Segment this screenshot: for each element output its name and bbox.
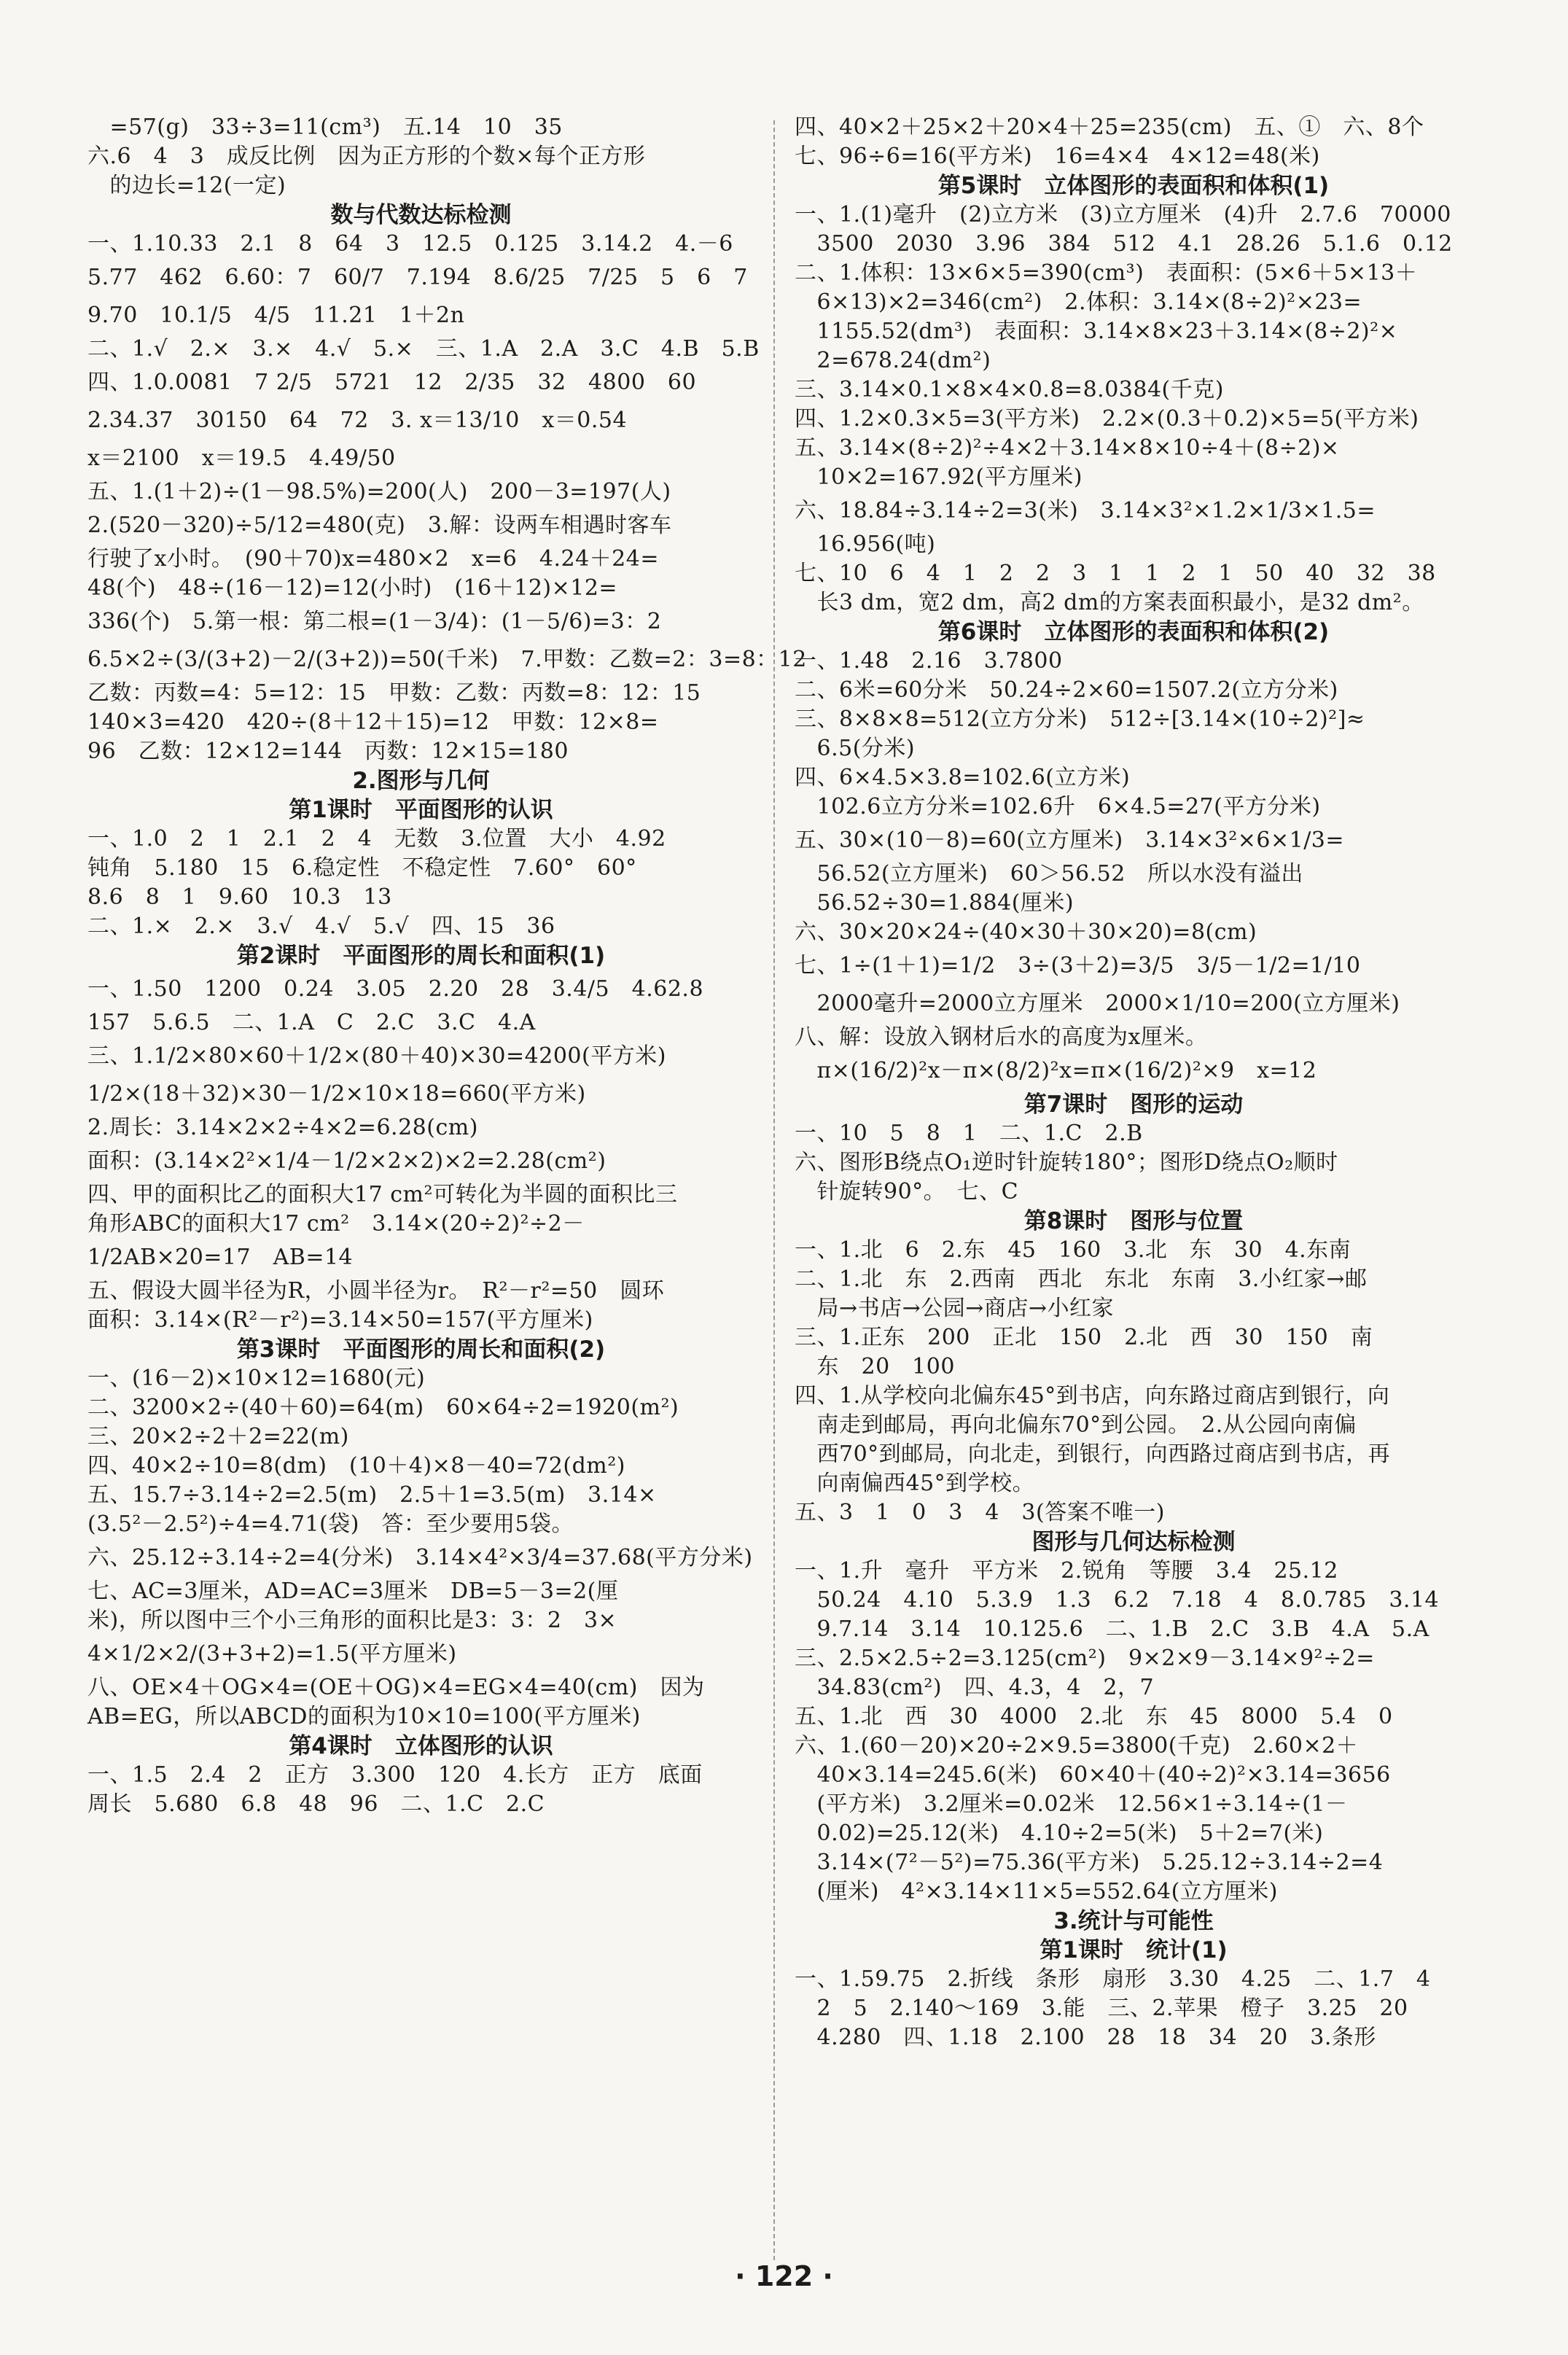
answer-line: 针旋转90°。 七、C <box>795 1179 1019 1204</box>
right-column <box>795 113 1473 2052</box>
answer-line: π×(16/2)²x－π×(8/2)²x=π×(16/2)²×9 x=12 <box>795 1058 1317 1083</box>
answer-line: 一、10 5 8 1 二、1.C 2.B <box>795 1121 1143 1146</box>
answer-line: 2=678.24(dm²) <box>795 348 991 373</box>
section-heading: 第7课时 图形的运动 <box>1023 1091 1244 1118</box>
answer-line: 三、1.1/2×80×60＋1/2×(80＋40)×30=4200(平方米) <box>87 1043 666 1069</box>
answer-line: 48(个) 48÷(16－12)=12(小时) (16＋12)×12= <box>87 575 618 601</box>
answer-line: 二、1.√ 2.× 3.× 4.√ 5.× 三、1.A 2.A 3.C 4.B 5.B <box>87 336 760 362</box>
answer-line: 一、1.59.75 2.折线 条形 扇形 3.30 4.25 二、1.7 4 <box>795 1966 1431 1992</box>
column-divider <box>773 120 775 2260</box>
answer-line: 16.956(吨) <box>795 532 936 557</box>
answer-line: 2.周长：3.14×2×2÷4×2=6.28(cm) <box>87 1115 478 1140</box>
answer-line: 140×3=420 420÷(8＋12＋15)=12 甲数：12×8= <box>87 709 659 735</box>
answer-line: 1155.52(dm³) 表面积：3.14×8×23＋3.14×(8÷2)²× <box>795 319 1398 344</box>
answer-line: 七、96÷6=16(平方米) 16=4×4 4×12=48(米) <box>795 144 1320 169</box>
answer-line: 336(个) 5.第一根：第二根=(1－3/4)：(1－5/6)=3：2 <box>87 609 662 634</box>
answer-line: 3500 2030 3.96 384 512 4.1 28.26 5.1.6 0.12 <box>795 231 1453 257</box>
answer-line: 五、3 1 0 3 4 3(答案不唯一) <box>795 1500 1165 1525</box>
answer-line: 一、1.北 6 2.东 45 160 3.北 东 30 4.东南 <box>795 1237 1351 1263</box>
answer-line: (厘米) 4²×3.14×11×5=552.64(立方厘米) <box>795 1879 1279 1904</box>
section-heading: 3.统计与可能性 <box>1053 1908 1214 1934</box>
answer-line: 三、3.14×0.1×8×4×0.8=8.0384(千克) <box>795 377 1224 402</box>
answer-line: 五、3.14×(8÷2)²÷4×2＋3.14×8×10÷4＋(8÷2)× <box>795 435 1340 461</box>
answer-line: 9.7.14 3.14 10.125.6 二、1.B 2.C 3.B 4.A 5.A <box>795 1616 1429 1642</box>
answer-line: AB=EG，所以ABCD的面积为10×10=100(平方厘米) <box>87 1704 641 1729</box>
answer-line: 西70°到邮局，向北走，到银行，向西路过商店到书店，再 <box>795 1441 1391 1467</box>
section-heading: 图形与几何达标检测 <box>1031 1529 1236 1555</box>
answer-line: 一、1.5 2.4 2 正方 3.300 120 4.长方 正方 底面 <box>87 1762 703 1788</box>
answer-line: 二、6米=60分米 50.24÷2×60=1507.2(立方分米) <box>795 677 1338 703</box>
answer-line: 二、3200×2÷(40＋60)=64(m) 60×64÷2=1920(m²) <box>87 1395 679 1420</box>
answer-line: 4×1/2×2/(3+3+2)=1.5(平方厘米) <box>87 1641 457 1667</box>
answer-line: 一、(16－2)×10×12=1680(元) <box>87 1366 426 1391</box>
answer-line: 4.280 四、1.18 2.100 28 18 34 20 3.条形 <box>795 2025 1376 2050</box>
answer-line: 二、1.北 东 2.西南 西北 东北 东南 3.小红家→邮 <box>795 1266 1368 1292</box>
answer-line: 3.14×(7²－5²)=75.36(平方米) 5.25.12÷3.14÷2=4 <box>795 1850 1384 1875</box>
section-heading: 第6课时 立体图形的表面积和体积(2) <box>937 619 1330 645</box>
section-heading: 数与代数达标检测 <box>330 202 512 228</box>
answer-line: 6×13)×2=346(cm²) 2.体积：3.14×(8÷2)²×23= <box>795 289 1362 315</box>
answer-line: 10×2=167.92(平方厘米) <box>795 464 1083 490</box>
answer-line: (3.5²－2.5²)÷4=4.71(袋) 答：至少要用5袋。 <box>87 1511 574 1537</box>
answer-line: 东 20 100 <box>795 1354 955 1379</box>
answer-line: 的边长=12(一定) <box>87 173 286 198</box>
answer-line: 2.(520－320)÷5/12=480(克) 3.解：设两车相遇时客车 <box>87 513 672 538</box>
section-heading: 第4课时 立体图形的认识 <box>289 1733 553 1759</box>
answer-line: 56.52(立方厘米) 60＞56.52 所以水没有溢出 <box>795 861 1303 887</box>
answer-line: 一、1.10.33 2.1 8 64 3 12.5 0.125 3.14.2 4.－6 <box>87 231 733 257</box>
answer-line: 行驶了x小时。 (90＋70)x=480×2 x=6 4.24＋24= <box>87 546 659 572</box>
answer-line: 一、1.0 2 1 2.1 2 4 无数 3.位置 大小 4.92 <box>87 826 666 852</box>
answer-line: 六、1.(60－20)×20÷2×9.5=3800(千克) 2.60×2＋ <box>795 1733 1359 1759</box>
answer-line: (平方米) 3.2厘米=0.02米 12.56×1÷3.14÷(1－ <box>795 1791 1348 1817</box>
section-heading: 第2课时 平面图形的周长和面积(1) <box>236 943 606 969</box>
answer-line: 五、假设大圆半径为R，小圆半径为r。 R²－r²=50 圆环 <box>87 1278 665 1304</box>
answer-line: 157 5.6.5 二、1.A C 2.C 3.C 4.A <box>87 1010 536 1035</box>
section-heading: 第5课时 立体图形的表面积和体积(1) <box>937 173 1330 199</box>
answer-line: 局→书店→公园→商店→小红家 <box>795 1296 1115 1321</box>
answer-line: 八、解：设放入钢材后水的高度为x厘米。 <box>795 1024 1208 1050</box>
answer-line: 40×3.14=245.6(米) 60×40＋(40÷2)²×3.14=3656 <box>795 1762 1391 1788</box>
left-column <box>87 113 807 1819</box>
answer-line: 96 乙数：12×12=144 丙数：12×15=180 <box>87 739 569 764</box>
answer-line: 二、1.体积：13×6×5=390(cm³) 表面积：(5×6＋5×13＋ <box>795 260 1418 286</box>
answer-line: 8.6 8 1 9.60 10.3 13 <box>87 884 392 910</box>
answer-line: 一、1.50 1200 0.24 3.05 2.20 28 3.4/5 4.62.8 <box>87 976 704 1002</box>
answer-line: x＝2100 x＝19.5 4.49/50 <box>87 445 396 471</box>
answer-line: 6.5×2÷(3/(3+2)－2/(3+2))=50(千米) 7.甲数：乙数=2：3=8：12 <box>87 647 807 672</box>
answer-line: 56.52÷30=1.884(厘米) <box>795 890 1074 916</box>
answer-line: 一、1.升 毫升 平方米 2.锐角 等腰 3.4 25.12 <box>795 1558 1338 1584</box>
answer-line: 一、1.(1)毫升 (2)立方米 (3)立方厘米 (4)升 2.7.6 70000 <box>795 202 1451 227</box>
answer-line: 米)，所以图中三个小三角形的面积比是3：3：2 3× <box>87 1608 617 1633</box>
answer-line: 1/2AB×20=17 AB=14 <box>87 1245 354 1270</box>
answer-line: 四、1.2×0.3×5=3(平方米) 2.2×(0.3＋0.2)×5=5(平方米) <box>795 406 1419 432</box>
answer-line: 五、15.7÷3.14÷2=2.5(m) 2.5＋1=3.5(m) 3.14× <box>87 1482 657 1508</box>
answer-line: 八、OE×4＋OG×4=(OE＋OG)×4=EG×4=40(cm) 因为 <box>87 1675 705 1700</box>
answer-line: 2 5 2.140～169 3.能 三、2.苹果 橙子 3.25 20 <box>795 1996 1408 2021</box>
answer-line: 2.34.37 30150 64 72 3. x＝13/10 x＝0.54 <box>87 408 628 433</box>
answer-line: 三、1.正东 200 正北 150 2.北 西 30 150 南 <box>795 1325 1373 1350</box>
page-number: · 122 · <box>735 2260 833 2292</box>
answer-line: 面积：(3.14×2²×1/4－1/2×2×2)×2=2.28(cm²) <box>87 1148 606 1174</box>
section-heading: 第1课时 统计(1) <box>1040 1937 1228 1963</box>
answer-line: 50.24 4.10 5.3.9 1.3 6.2 7.18 4 8.0.785 3.14 <box>795 1587 1440 1613</box>
answer-line: 四、1.0.0081 7 2/5 5721 12 2/35 32 4800 60 <box>87 370 697 395</box>
answer-line: =57(g) 33÷3=11(cm³) 五.14 10 35 <box>87 114 563 140</box>
answer-line: 五、30×(10－8)=60(立方厘米) 3.14×3²×6×1/3= <box>795 828 1345 853</box>
answer-line: 七、10 6 4 1 2 2 3 1 1 2 1 50 40 32 38 <box>795 561 1436 586</box>
section-heading: 第1课时 平面图形的认识 <box>289 797 553 823</box>
answer-line: 四、甲的面积比乙的面积大17 cm²可转化为半圆的面积比三 <box>87 1182 678 1207</box>
answer-line: 角形ABC的面积大17 cm² 3.14×(20÷2)²÷2－ <box>87 1211 585 1237</box>
answer-line: 六、25.12÷3.14÷2=4(分米) 3.14×4²×3/4=37.68(平方分米) <box>87 1545 753 1570</box>
answer-line: 六、18.84÷3.14÷2=3(米) 3.14×3²×1.2×1/3×1.5= <box>795 498 1376 523</box>
answer-line: 长3 dm，宽2 dm，高2 dm的方案表面积最小，是32 dm²。 <box>795 590 1424 615</box>
answer-line: 钝角 5.180 15 6.稳定性 不稳定性 7.60° 60° <box>87 855 637 881</box>
answer-line: 五、1.北 西 30 4000 2.北 东 45 8000 5.4 0 <box>795 1704 1393 1729</box>
answer-line: 向南偏西45°到学校。 <box>795 1471 1035 1496</box>
answer-line: 1/2×(18＋32)×30－1/2×10×18=660(平方米) <box>87 1081 586 1107</box>
section-heading: 2.图形与几何 <box>352 768 490 794</box>
section-heading: 第8课时 图形与位置 <box>1023 1208 1244 1234</box>
answer-line: 9.70 10.1/5 4/5 11.21 1＋2n <box>87 303 465 328</box>
answer-line: 面积：3.14×(R²－r²)=3.14×50=157(平方厘米) <box>87 1307 593 1333</box>
answer-line: 三、8×8×8=512(立方分米) 512÷[3.14×(10÷2)²]≈ <box>795 706 1365 732</box>
answer-line: 三、20×2÷2＋2=22(m) <box>87 1424 349 1449</box>
answer-line: 七、1÷(1＋1)=1/2 3÷(3＋2)=3/5 3/5－1/2=1/10 <box>795 953 1361 978</box>
answer-line: 二、1.× 2.× 3.√ 4.√ 5.√ 四、15 36 <box>87 914 555 939</box>
answer-line: 六、图形B绕点O₁逆时针旋转180°；图形D绕点O₂顺时 <box>795 1150 1338 1175</box>
answer-line: 四、40×2＋25×2＋20×4＋25=235(cm) 五、① 六、8个 <box>795 114 1424 140</box>
answer-line: 四、6×4.5×3.8=102.6(立方米) <box>795 765 1131 790</box>
answer-line: 102.6立方分米=102.6升 6×4.5=27(平方分米) <box>795 794 1321 820</box>
answer-line: 南走到邮局，再向北偏东70°到公园。 2.从公园向南偏 <box>795 1412 1357 1438</box>
answer-line: 一、1.48 2.16 3.7800 <box>795 648 1063 674</box>
answer-line: 0.02)=25.12(米) 4.10÷2=5(米) 5＋2=7(米) <box>795 1821 1324 1846</box>
answer-line: 五、1.(1＋2)÷(1－98.5%)=200(人) 200－3=197(人) <box>87 479 671 505</box>
answer-line: 六、30×20×24÷(40×30＋30×20)=8(cm) <box>795 919 1257 945</box>
answer-line: 四、40×2÷10=8(dm) (10＋4)×8－40=72(dm²) <box>87 1453 625 1479</box>
answer-line: 乙数：丙数=4：5=12：15 甲数：乙数：丙数=8：12：15 <box>87 680 701 706</box>
answer-line: 周长 5.680 6.8 48 96 二、1.C 2.C <box>87 1791 545 1817</box>
answer-line: 6.5(分米) <box>795 736 916 761</box>
answer-line: 三、2.5×2.5÷2=3.125(cm²) 9×2×9－3.14×9²÷2= <box>795 1646 1375 1671</box>
answer-line: 六.6 4 3 成反比例 因为正方形的个数×每个正方形 <box>87 144 646 169</box>
answer-line: 2000毫升=2000立方厘米 2000×1/10=200(立方厘米) <box>795 991 1400 1016</box>
answer-line: 七、AC=3厘米，AD=AC=3厘米 DB=5－3=2(厘 <box>87 1579 619 1604</box>
answer-line: 5.77 462 6.60：7 60/7 7.194 8.6/25 7/25 5 6 7 <box>87 265 748 290</box>
section-heading: 第3课时 平面图形的周长和面积(2) <box>236 1336 606 1363</box>
answer-line: 34.83(cm²) 四、4.3，4 2，7 <box>795 1675 1155 1700</box>
answer-line: 四、1.从学校向北偏东45°到书店，向东路过商店到银行，向 <box>795 1383 1390 1409</box>
